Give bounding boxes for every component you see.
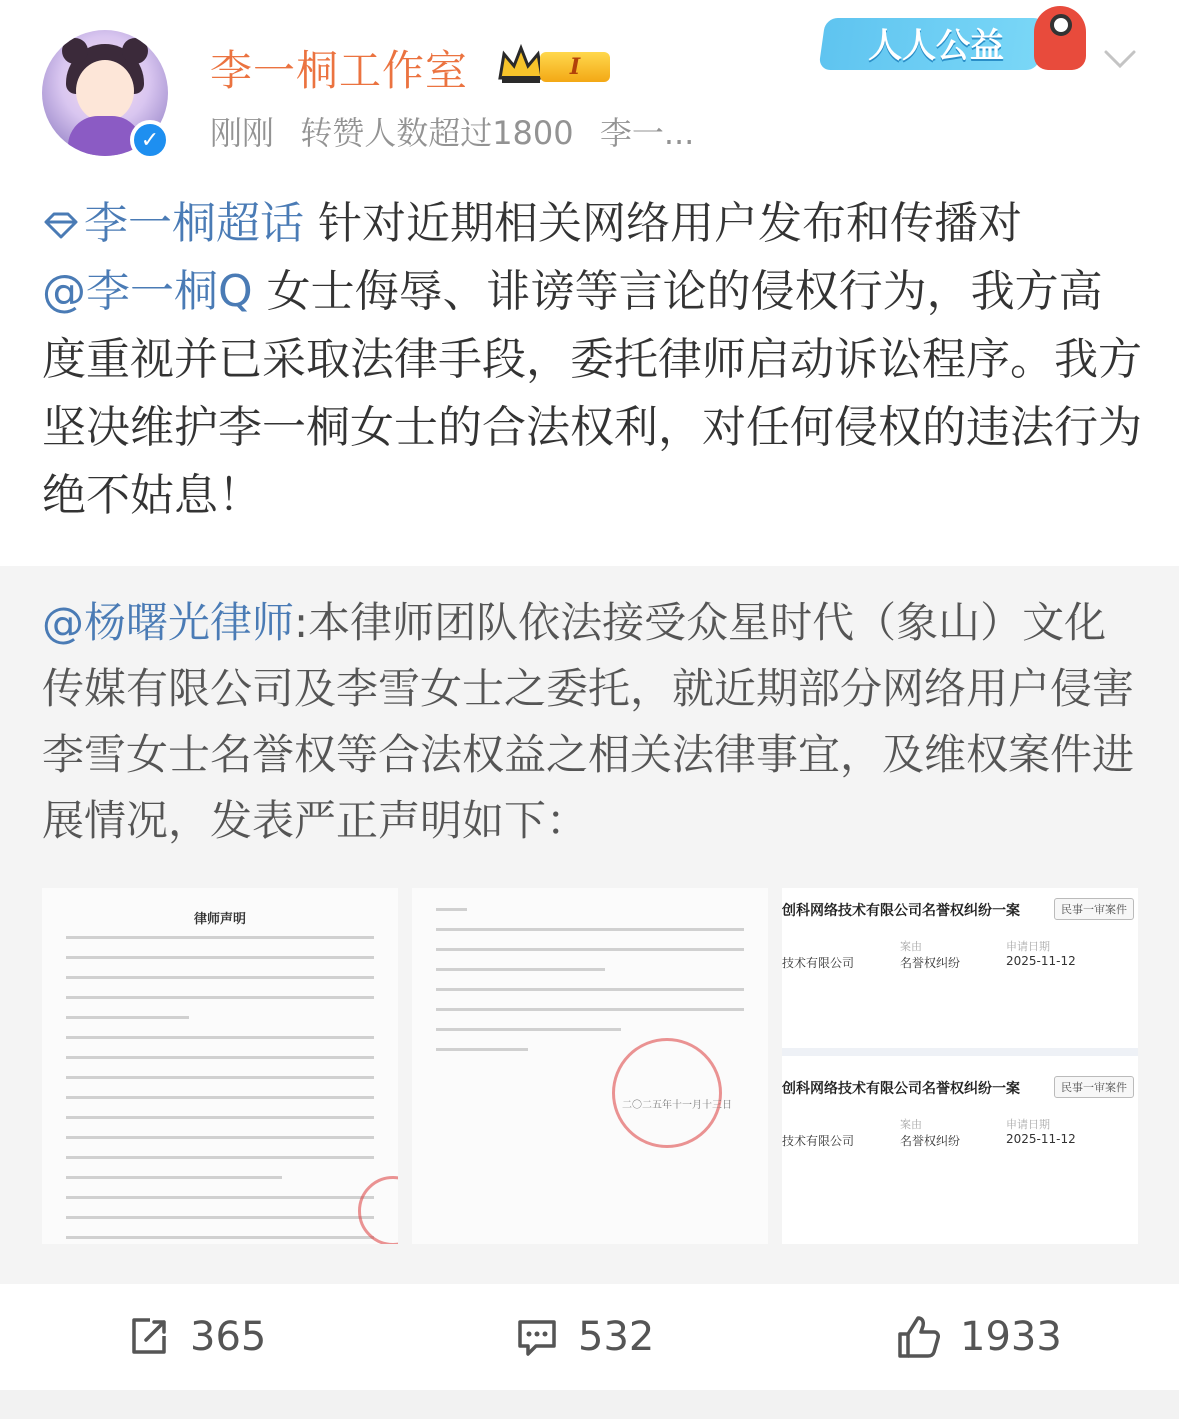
doc-date: 二〇二五年十一月十三日 [622, 1100, 732, 1111]
share-icon [126, 1314, 172, 1360]
case-party: 技术有限公司 [782, 956, 855, 970]
case-separator [782, 1048, 1138, 1056]
post-text-part2: 女士侮辱、诽谤等言论的侵权行为，我方高度重视并已采取法律手段，委托律师启动诉讼程序。我方坚决维护李一桐女士的合法权利，对任何侵权的违法行为绝不姑息！ [42, 266, 1142, 521]
avatar-hair-bun [122, 38, 148, 64]
diamond-icon [42, 210, 80, 240]
case-date: 2025-11-12 [1006, 954, 1076, 968]
red-seal [612, 1038, 722, 1148]
topic-label: 李一桐超话 [84, 198, 304, 249]
post-meta [210, 108, 710, 154]
image-thumbnail-statement-page2[interactable] [412, 888, 768, 1244]
comment-count: 532 [578, 1314, 655, 1360]
case-party: 技术有限公司 [782, 1134, 855, 1148]
repost-text [42, 590, 1142, 854]
level-badge[interactable]: I [540, 52, 610, 82]
case-title: 创科网络技术有限公司名誉权纠纷一案 [782, 903, 1020, 919]
repost-summary: 转赞人数超过1800 [300, 114, 574, 152]
comment-icon [514, 1314, 560, 1360]
comment-button[interactable] [514, 1312, 654, 1362]
repost-body: :本律师团队依法接受众星时代（象山）文化传媒有限公司及李雪女士之委托，就近期部分网络用户侵害李雪女士名誉权等合法权益之相关法律事宜，及维权案件进展情况，发表严正声明如下： [42, 598, 1135, 845]
case-tag: 民事一审案件 [1054, 898, 1134, 920]
avatar-hair-bun [62, 38, 88, 64]
doc-text-lines [436, 908, 744, 1068]
doc-title: 律师声明 [193, 912, 246, 927]
charity-label: 人人公益 [868, 26, 1004, 66]
case-tag: 民事一审案件 [1054, 1076, 1134, 1098]
source-label: 李一... [599, 114, 695, 152]
image-thumbnail-statement-page1[interactable] [42, 888, 398, 1244]
topic-link[interactable] [42, 198, 318, 249]
repost-card[interactable] [0, 566, 1179, 1284]
case-cause-label: 案由 [900, 940, 922, 953]
charity-badge[interactable] [812, 6, 1092, 78]
repost-button[interactable] [126, 1312, 266, 1362]
avatar-face [76, 60, 134, 122]
image-thumbnail-case-records[interactable] [782, 888, 1138, 1244]
charity-mascot-eye [1050, 14, 1072, 36]
thumbs-up-icon [896, 1314, 942, 1360]
doc-text-lines [66, 936, 374, 1244]
case-record [782, 1066, 1138, 1236]
username[interactable]: 李一桐工作室 [210, 46, 469, 95]
chevron-down-icon[interactable] [1100, 38, 1140, 78]
action-bar [0, 1284, 1179, 1390]
like-button[interactable] [896, 1312, 1062, 1362]
case-title: 创科网络技术有限公司名誉权纠纷一案 [782, 1081, 1020, 1097]
bottom-divider [0, 1390, 1179, 1419]
case-date-label: 申请日期 [1006, 1118, 1050, 1131]
case-record [782, 888, 1138, 1058]
post-text-part1: 针对近期相关网络用户发布和传播对 [318, 198, 1022, 249]
repost-author-link[interactable]: @杨曙光律师 [42, 598, 295, 647]
case-cause-label: 案由 [900, 1118, 922, 1131]
case-date: 2025-11-12 [1006, 1132, 1076, 1146]
case-date-label: 申请日期 [1006, 940, 1050, 953]
timestamp: 刚刚 [210, 114, 275, 152]
post-content [42, 190, 1142, 530]
verified-icon: ✓ [130, 120, 170, 160]
case-cause: 名誉权纠纷 [900, 956, 961, 970]
repost-count: 365 [190, 1314, 267, 1360]
crown-icon [496, 44, 546, 86]
mention-link[interactable]: @李一桐Q [42, 266, 253, 317]
case-cause: 名誉权纠纷 [900, 1134, 961, 1148]
like-count: 1933 [960, 1314, 1062, 1360]
